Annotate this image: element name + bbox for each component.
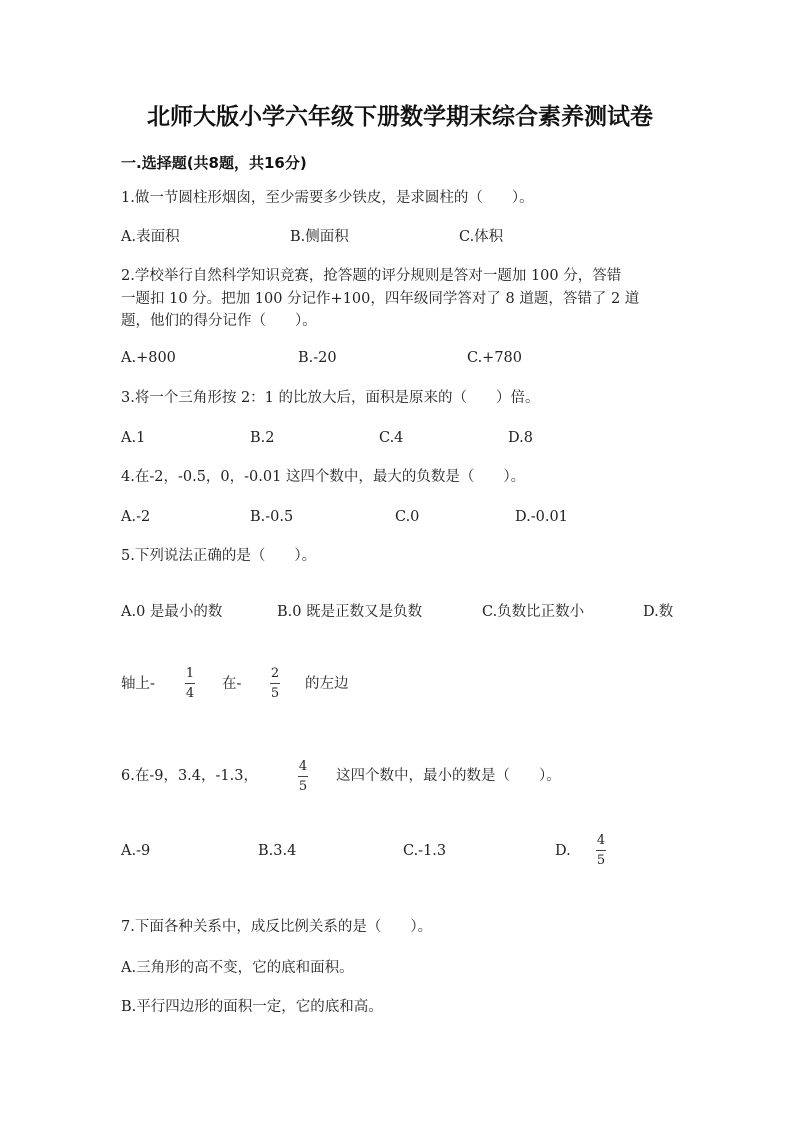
question-4-option-b: B.-0.5 [250, 509, 294, 525]
question-4-option-a: A.-2 [121, 509, 151, 525]
question-4-stem: 4.在-2，-0.5，0，-0.01 这四个数中，最大的负数是（ ）。 [121, 469, 526, 485]
page-title: 北师大版小学六年级下册数学期末综合素养测试卷 [147, 104, 653, 130]
question-3-option-d: D.8 [508, 430, 533, 446]
fraction-bar [596, 850, 606, 851]
question-1-option-c: C.体积 [459, 229, 504, 245]
fraction-denominator: 5 [270, 686, 280, 701]
question-2-option-c: C.+780 [467, 350, 523, 366]
fraction-two-fifths [270, 666, 280, 701]
fraction-numerator: 4 [596, 833, 606, 848]
question-5-stem: 5.下列说法正确的是（ ）。 [121, 548, 317, 564]
fraction-numerator: 2 [270, 666, 280, 681]
question-6-stem-suffix: 这四个数中，最小的数是（ ）。 [336, 768, 561, 784]
fraction-bar [185, 683, 195, 684]
question-3-option-c: C.4 [379, 430, 404, 446]
fraction-denominator: 4 [185, 686, 195, 701]
question-3-stem: 3.将一个三角形按 2：1 的比放大后，面积是原来的（ ）倍。 [121, 390, 540, 406]
question-7-option-a: A.三角形的高不变，它的底和面积。 [121, 960, 354, 976]
question-2-stem-line-3: 题，他们的得分记作（ ）。 [121, 313, 317, 329]
question-5-option-b: B.0 既是正数又是负数 [277, 604, 423, 620]
question-2-option-b: B.-20 [298, 350, 337, 366]
question-3-option-b: B.2 [250, 430, 275, 446]
question-6-option-d: D. [555, 843, 571, 859]
question-3-option-a: A.1 [121, 430, 146, 446]
question-1-option-b: B.侧面积 [290, 229, 349, 245]
question-5-option-a: A.0 是最小的数 [121, 604, 223, 620]
fraction-denominator: 5 [596, 853, 606, 868]
question-5-option-d: D.数 [643, 604, 674, 620]
question-6-option-b: B.3.4 [258, 843, 297, 859]
question-5-option-d-continued-prefix: 轴上- [121, 676, 155, 692]
question-7-stem: 7.下面各种关系中，成反比例关系的是（ ）。 [121, 919, 433, 935]
fraction-bar [270, 683, 280, 684]
section-heading: 一.选择题(共8题，共16分) [121, 154, 307, 172]
fraction-four-fifths-option-d [596, 833, 606, 868]
question-6-option-a: A.-9 [121, 843, 151, 859]
question-7-option-b: B.平行四边形的面积一定，它的底和高。 [121, 999, 383, 1015]
fraction-one-quarter [185, 666, 195, 701]
question-2-stem-line-2: 一题扣 10 分。把加 100 分记作+100，四年级同学答对了 8 道题，答错了 2 道 [121, 291, 640, 307]
question-1-option-a: A.表面积 [121, 229, 180, 245]
fraction-bar [298, 776, 308, 777]
question-2-stem-line-1: 2.学校举行自然科学知识竞赛，抢答题的评分规则是答对一题加 100 分，答错 [121, 268, 622, 284]
fraction-denominator: 5 [298, 779, 308, 794]
fraction-numerator: 4 [298, 759, 308, 774]
fraction-numerator: 1 [185, 666, 195, 681]
question-5-option-d-continued-mid: 在- [222, 676, 242, 692]
question-6-option-c: C.-1.3 [403, 843, 447, 859]
question-2-option-a: A.+800 [121, 350, 176, 366]
question-6-stem-prefix: 6.在-9，3.4，-1.3， [121, 768, 258, 784]
question-5-option-d-continued-suffix: 的左边 [305, 676, 349, 692]
question-4-option-d: D.-0.01 [515, 509, 568, 525]
question-1-stem: 1.做一节圆柱形烟囱，至少需要多少铁皮，是求圆柱的（ ）。 [121, 190, 534, 206]
question-4-option-c: C.0 [395, 509, 420, 525]
fraction-four-fifths [298, 759, 308, 794]
question-5-option-c: C.负数比正数小 [482, 604, 585, 620]
